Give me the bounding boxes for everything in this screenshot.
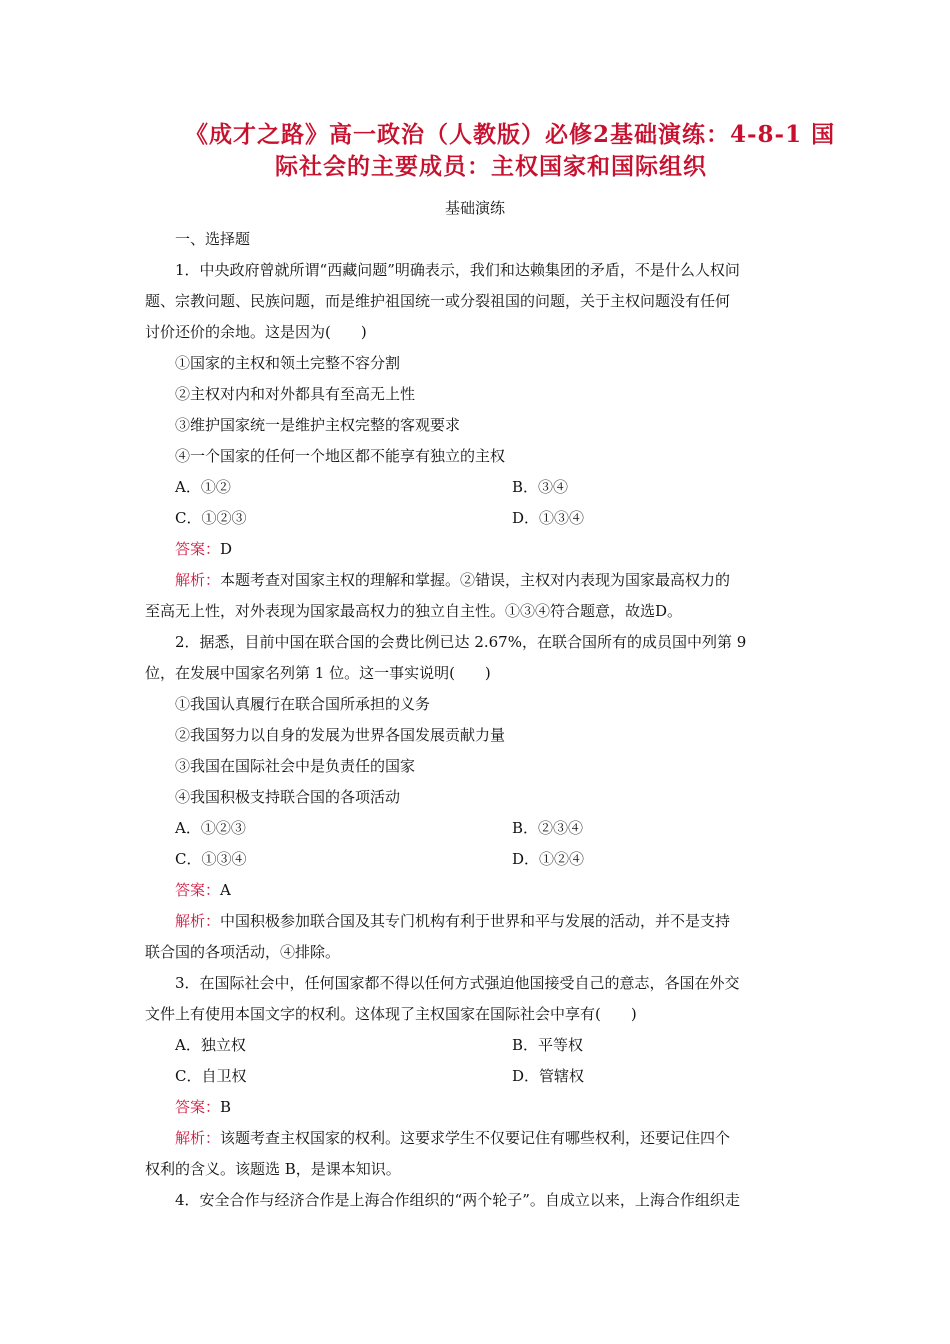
option-a: A．独立权 [175, 1036, 246, 1054]
title-line-2: 际社会的主要成员：主权国家和国际组织 [275, 153, 707, 180]
title-line-1: 《成才之路》高一政治（人教版）必修2基础演练：4-8-1 国 [185, 121, 836, 148]
statement-item: ③维护国家统一是维护主权完整的客观要求 [175, 416, 461, 434]
answer-line [175, 1096, 231, 1118]
statement-item: ①我国认真履行在联合国所承担的义务 [175, 695, 431, 713]
analysis-label: 解析： [175, 1129, 221, 1147]
analysis-line [175, 1127, 730, 1149]
analysis-text: 至高无上性，对外表现为国家最高权力的独立自主性。①③④符合题意，故选D。 [145, 602, 683, 620]
answer-line [175, 879, 231, 901]
question-stem-line: 位，在发展中国家名列第 1 位。这一事实说明( ) [145, 664, 491, 682]
option-d: D．管辖权 [512, 1067, 585, 1085]
answer-value: A [220, 881, 231, 899]
analysis-line [175, 569, 730, 591]
statement-item: ①国家的主权和领土完整不容分割 [175, 354, 401, 372]
option-c: C．自卫权 [175, 1067, 247, 1085]
question-stem-line: 题、宗教问题、民族问题，而是维护祖国统一或分裂祖国的问题，关于主权问题没有任何 [145, 292, 731, 310]
statement-item: ④一个国家的任何一个地区都不能享有独立的主权 [175, 447, 506, 465]
statement-item: ②我国努力以自身的发展为世界各国发展贡献力量 [175, 726, 506, 744]
option-b: B．③④ [512, 478, 569, 496]
section-heading: 一、选择题 [175, 230, 251, 248]
option-b: B．平等权 [512, 1036, 584, 1054]
option-d: D．①③④ [512, 509, 585, 527]
question-stem-line: 4．安全合作与经济合作是上海合作组织的“两个轮子”。自成立以来，上海合作组织走 [175, 1191, 740, 1209]
analysis-text: 权利的含义。该题选 B，是课本知识。 [145, 1160, 401, 1178]
question-stem-line: 2．据悉，目前中国在联合国的会费比例已达 2.67%，在联合国所有的成员国中列第 9 [175, 633, 747, 651]
option-c: C．①③④ [175, 850, 247, 868]
answer-label: 答案： [175, 881, 221, 899]
analysis-label: 解析： [175, 912, 221, 930]
option-a: A．①②③ [175, 819, 246, 837]
question-stem-line: 讨价还价的余地。这是因为( ) [145, 323, 367, 341]
statement-item: ④我国积极支持联合国的各项活动 [175, 788, 401, 806]
question-stem-line: 1．中央政府曾就所谓“西藏问题”明确表示，我们和达赖集团的矛盾，不是什么人权问 [175, 261, 740, 279]
analysis-label: 解析： [175, 571, 221, 589]
answer-line [175, 538, 232, 560]
analysis-line [175, 910, 730, 932]
statement-item: ③我国在国际社会中是负责任的国家 [175, 757, 416, 775]
question-stem-line: 文件上有使用本国文字的权利。这体现了主权国家在国际社会中享有( ) [145, 1005, 637, 1023]
option-d: D．①②④ [512, 850, 585, 868]
answer-value: B [220, 1098, 232, 1116]
answer-label: 答案： [175, 540, 221, 558]
analysis-text: 本题考查对国家主权的理解和掌握。②错误，主权对内表现为国家最高权力的 [220, 571, 731, 589]
subtitle: 基础演练 [444, 199, 505, 217]
option-a: A．①② [175, 478, 231, 496]
option-c: C．①②③ [175, 509, 247, 527]
option-b: B．②③④ [512, 819, 584, 837]
analysis-text: 联合国的各项活动，④排除。 [145, 943, 341, 961]
statement-item: ②主权对内和对外都具有至高无上性 [175, 385, 416, 403]
answer-value: D [220, 540, 233, 558]
answer-label: 答案： [175, 1098, 221, 1116]
analysis-text: 该题考查主权国家的权利。这要求学生不仅要记住有哪些权利，还要记住四个 [220, 1129, 731, 1147]
question-stem-line: 3．在国际社会中，任何国家都不得以任何方式强迫他国接受自己的意志，各国在外交 [175, 974, 740, 992]
analysis-text: 中国积极参加联合国及其专门机构有利于世界和平与发展的活动，并不是支持 [220, 912, 731, 930]
